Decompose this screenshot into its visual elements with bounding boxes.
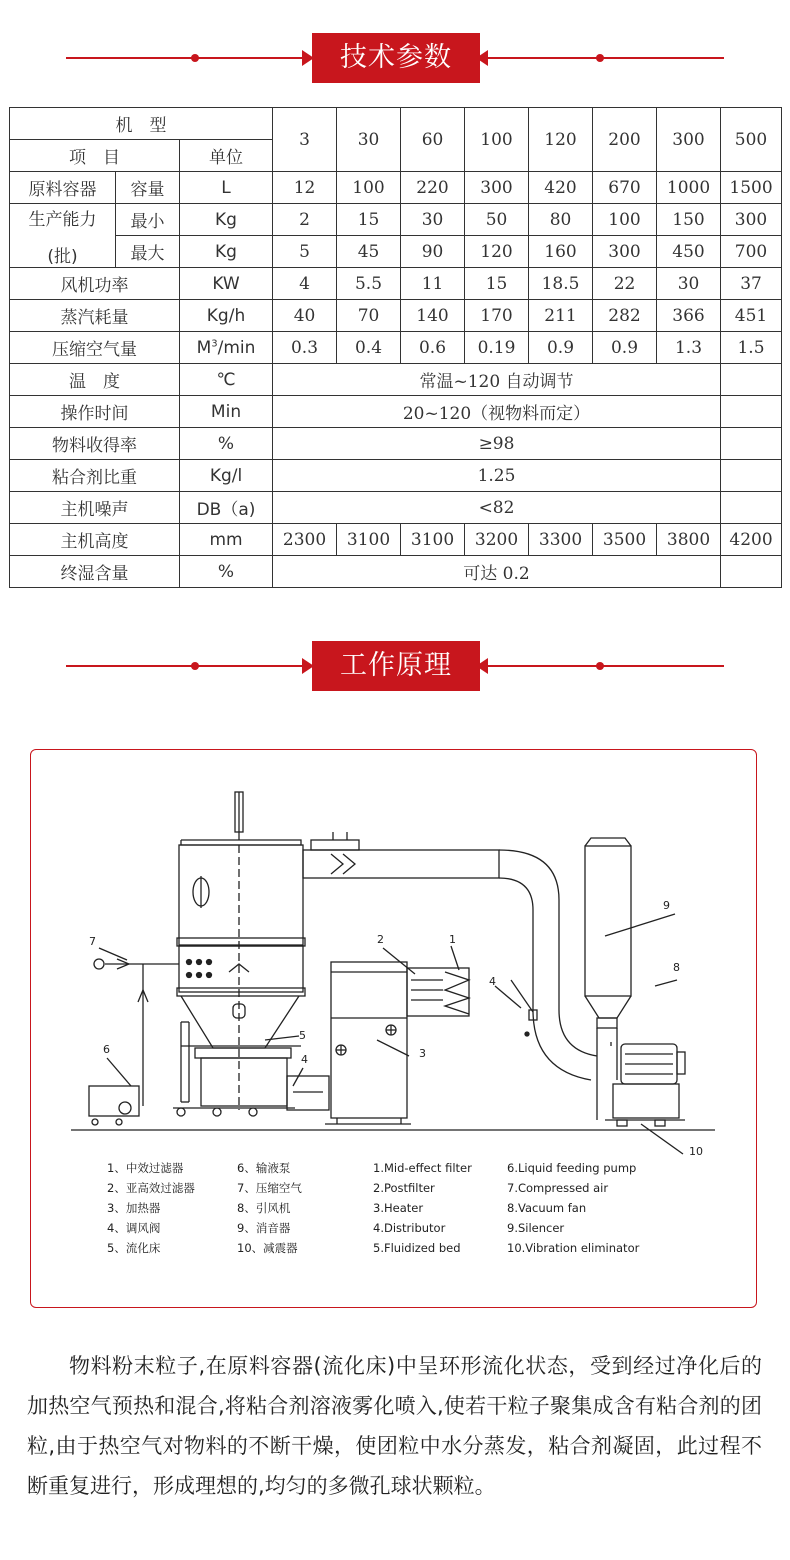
value-cell: 3300 (529, 524, 593, 556)
callout-9: 9 (663, 899, 670, 912)
row-label: 原料容器 (10, 172, 116, 204)
value-cell: 100 (593, 204, 657, 236)
value-cell: 3500 (593, 524, 657, 556)
exhaust-duct-bend-outer (499, 850, 559, 1010)
value-cell: 120 (465, 236, 529, 268)
leader-4a (293, 1068, 303, 1086)
heater-cabinet (331, 962, 407, 1118)
value-cell: 366 (657, 300, 721, 332)
merged-value-cell: 可达 0.2 (273, 556, 721, 588)
spec-table (9, 107, 782, 588)
value-cell: 37 (721, 268, 782, 300)
row-unit: Kg (180, 204, 273, 236)
legend-item: 8.Vacuum fan (507, 1201, 587, 1215)
row-unit: KW (180, 268, 273, 300)
row-unit: Kg/l (180, 460, 273, 492)
legend-cn-col1 (107, 1158, 195, 1258)
inlet-duct (287, 1076, 329, 1110)
process-diagram (30, 749, 757, 1308)
legend-item: 7.Compressed air (507, 1181, 609, 1195)
model-cell: 300 (657, 108, 721, 172)
callout-10: 10 (689, 1145, 703, 1158)
header-line-left (66, 665, 312, 667)
air-inlet (94, 959, 104, 969)
row-sublabel: 最小 (116, 204, 180, 236)
legend-item: 2、亚高效过滤器 (107, 1181, 195, 1195)
value-cell: 451 (721, 300, 782, 332)
row-unit: L (180, 172, 273, 204)
value-cell: 22 (593, 268, 657, 300)
leader-8 (655, 980, 677, 986)
value-cell: 220 (401, 172, 465, 204)
fan-base (613, 1084, 679, 1118)
legend-item: 5.Fluidized bed (373, 1241, 461, 1255)
header-item: 项 目 (10, 140, 180, 172)
header-unit: 单位 (180, 140, 273, 172)
merged-value-cell: 常温~120 自动调节 (273, 364, 721, 396)
leader-6 (107, 1058, 131, 1086)
legend-item: 9、消音器 (237, 1221, 291, 1235)
leader-3 (377, 1040, 409, 1056)
principle-section-header (0, 641, 790, 691)
spec-section-header (0, 33, 790, 83)
model-cell: 30 (337, 108, 401, 172)
legend-item: 5、流化床 (107, 1241, 161, 1255)
row-label: 操作时间 (10, 396, 180, 428)
row-label: 温 度 (10, 364, 180, 396)
row-label: 主机高度 (10, 524, 180, 556)
value-cell: 18.5 (529, 268, 593, 300)
model-cell: 500 (721, 108, 782, 172)
legend-item: 1.Mid-effect filter (373, 1161, 472, 1175)
model-cell: 100 (465, 108, 529, 172)
unit-base: M (196, 337, 212, 358)
principle-section-title: 工作原理 (312, 641, 480, 691)
value-cell: 2300 (273, 524, 337, 556)
value-cell: 3100 (337, 524, 401, 556)
row-label: 蒸汽耗量 (10, 300, 180, 332)
header-dot-right (596, 662, 604, 670)
exhaust-duct-lower-inner (533, 1010, 591, 1080)
row-label: 终湿含量 (10, 556, 180, 588)
callout-1: 1 (449, 933, 456, 946)
value-cell: 40 (273, 300, 337, 332)
callout-4: 4 (489, 975, 496, 988)
legend-cn-col2 (237, 1158, 302, 1258)
value-cell: 3100 (401, 524, 465, 556)
value-cell: 15 (337, 204, 401, 236)
row-sublabel: 容量 (116, 172, 180, 204)
row-label: 主机噪声 (10, 492, 180, 524)
callout-4a: 4 (301, 1053, 308, 1066)
value-cell: 12 (273, 172, 337, 204)
value-cell: 170 (465, 300, 529, 332)
value-cell: 1500 (721, 172, 782, 204)
callout-8: 8 (673, 961, 680, 974)
legend-item: 7、压缩空气 (237, 1181, 302, 1195)
legend-item: 3.Heater (373, 1201, 424, 1215)
merged-value-cell: ≥98 (273, 428, 721, 460)
legend-en-col1 (373, 1158, 472, 1258)
duct-arrow (331, 854, 355, 874)
spec-section-title: 技术参数 (312, 33, 480, 83)
empty-cell (721, 556, 782, 588)
callout-3: 3 (419, 1047, 426, 1060)
legend-en-col2 (507, 1158, 639, 1258)
value-cell: 450 (657, 236, 721, 268)
value-cell: 5.5 (337, 268, 401, 300)
value-cell: 100 (337, 172, 401, 204)
air-plenum (201, 1058, 287, 1106)
legend-item: 4、调风阀 (107, 1221, 161, 1235)
value-cell: 0.3 (273, 332, 337, 364)
value-cell: 4 (273, 268, 337, 300)
legend-item: 10.Vibration eliminator (507, 1241, 640, 1255)
leader-10 (641, 1124, 683, 1154)
value-cell: 700 (721, 236, 782, 268)
silencer (585, 846, 631, 996)
exhaust-duct-lower-outer (559, 1010, 597, 1056)
row-label: 压缩空气量 (10, 332, 180, 364)
empty-cell (721, 396, 782, 428)
model-cell: 200 (593, 108, 657, 172)
legend-item: 9.Silencer (507, 1221, 565, 1235)
leader-9 (605, 914, 675, 936)
value-cell: 300 (721, 204, 782, 236)
callout-2: 2 (377, 933, 384, 946)
exhaust-duct-horizontal (303, 850, 499, 878)
legend-item: 3、加热器 (107, 1201, 161, 1215)
row-unit: mm (180, 524, 273, 556)
leader-7 (99, 948, 127, 960)
principle-description: 物料粉末粒子,在原料容器(流化床)中呈环形流化状态，受到经过净化后的加热空气预热和混合,将粘合剂溶液雾化喷入,使若干粒子聚集成含有粘合剂的团粒,由于热空气对物料的不断干燥，使团粒中水分蒸发，粘合剂凝固，此过程不断重复进行，形成理想的,均匀的多微孔球状颗粒。 (27, 1354, 762, 1498)
capacity-label: 生产能力 (28, 209, 97, 230)
legend-item: 2.Postfilter (373, 1181, 435, 1195)
value-cell: 70 (337, 300, 401, 332)
empty-cell (721, 428, 782, 460)
liquid-pump (89, 1086, 139, 1116)
row-unit: DB（a) (180, 492, 273, 524)
value-cell: 80 (529, 204, 593, 236)
row-label: 粘合剂比重 (10, 460, 180, 492)
value-cell: 1.5 (721, 332, 782, 364)
row-unit: Kg (180, 236, 273, 268)
unit-sup: 3 (211, 337, 218, 349)
header-dot-left (191, 662, 199, 670)
value-cell: 0.19 (465, 332, 529, 364)
tower-cap (181, 840, 301, 845)
row-unit: Kg/h (180, 300, 273, 332)
legend-item: 4.Distributor (373, 1221, 446, 1235)
distributor-handle (511, 980, 533, 1012)
value-cell: 1.3 (657, 332, 721, 364)
value-cell: 150 (657, 204, 721, 236)
value-cell: 0.9 (529, 332, 593, 364)
row-unit: ℃ (180, 364, 273, 396)
value-cell: 45 (337, 236, 401, 268)
value-cell: 50 (465, 204, 529, 236)
header-dot-left (191, 54, 199, 62)
value-cell: 3800 (657, 524, 721, 556)
value-cell: 30 (401, 204, 465, 236)
row-unit: % (180, 556, 273, 588)
filter-chamber (179, 845, 303, 945)
legend-item: 6.Liquid feeding pump (507, 1161, 637, 1175)
value-cell: 4200 (721, 524, 782, 556)
callout-6: 6 (103, 1043, 110, 1056)
exhaust-duct-bend-inner (499, 878, 533, 1010)
empty-cell (721, 364, 782, 396)
value-cell: 0.4 (337, 332, 401, 364)
value-cell: 160 (529, 236, 593, 268)
callout-5: 5 (299, 1029, 306, 1042)
postfilter (407, 968, 469, 1016)
spray-chamber (179, 946, 303, 992)
value-cell: 211 (529, 300, 593, 332)
legend-item: 8、引风机 (237, 1201, 291, 1215)
value-cell: 90 (401, 236, 465, 268)
value-cell: 0.9 (593, 332, 657, 364)
legend-item: 6、输液泵 (237, 1161, 291, 1175)
value-cell: 300 (593, 236, 657, 268)
value-cell: 420 (529, 172, 593, 204)
value-cell: 1000 (657, 172, 721, 204)
empty-cell (721, 460, 782, 492)
leader-2 (383, 948, 415, 974)
callout-7: 7 (89, 935, 96, 948)
capacity-label-2: (批) (47, 246, 78, 267)
row-unit: Min (180, 396, 273, 428)
value-cell: 282 (593, 300, 657, 332)
value-cell: 0.6 (401, 332, 465, 364)
empty-cell (721, 492, 782, 524)
row-sublabel: 最大 (116, 236, 180, 268)
model-cell: 60 (401, 108, 465, 172)
merged-value-cell: 20~120（视物料而定） (273, 396, 721, 428)
merged-value-cell: 1.25 (273, 460, 721, 492)
model-cell: 3 (273, 108, 337, 172)
value-cell: 300 (465, 172, 529, 204)
legend-item: 1、中效过滤器 (107, 1161, 184, 1175)
unit-tail: /min (217, 337, 256, 358)
merged-value-cell: <82 (273, 492, 721, 524)
row-label: 风机功率 (10, 268, 180, 300)
value-cell: 670 (593, 172, 657, 204)
legend-item: 10、减震器 (237, 1241, 298, 1255)
row-label: 物料收得率 (10, 428, 180, 460)
value-cell: 30 (657, 268, 721, 300)
value-cell: 3200 (465, 524, 529, 556)
row-unit: % (180, 428, 273, 460)
header-line-left (66, 57, 312, 59)
mid-effect-filter (445, 972, 469, 1014)
value-cell: 5 (273, 236, 337, 268)
row-unit-air (180, 332, 273, 364)
value-cell: 11 (401, 268, 465, 300)
row-label-capacity (10, 204, 116, 268)
header-dot-right (596, 54, 604, 62)
vibration-eliminator (655, 1120, 665, 1126)
leader-5 (265, 1036, 299, 1040)
value-cell: 15 (465, 268, 529, 300)
value-cell: 140 (401, 300, 465, 332)
model-cell: 120 (529, 108, 593, 172)
value-cell: 2 (273, 204, 337, 236)
header-model: 机 型 (10, 108, 273, 140)
